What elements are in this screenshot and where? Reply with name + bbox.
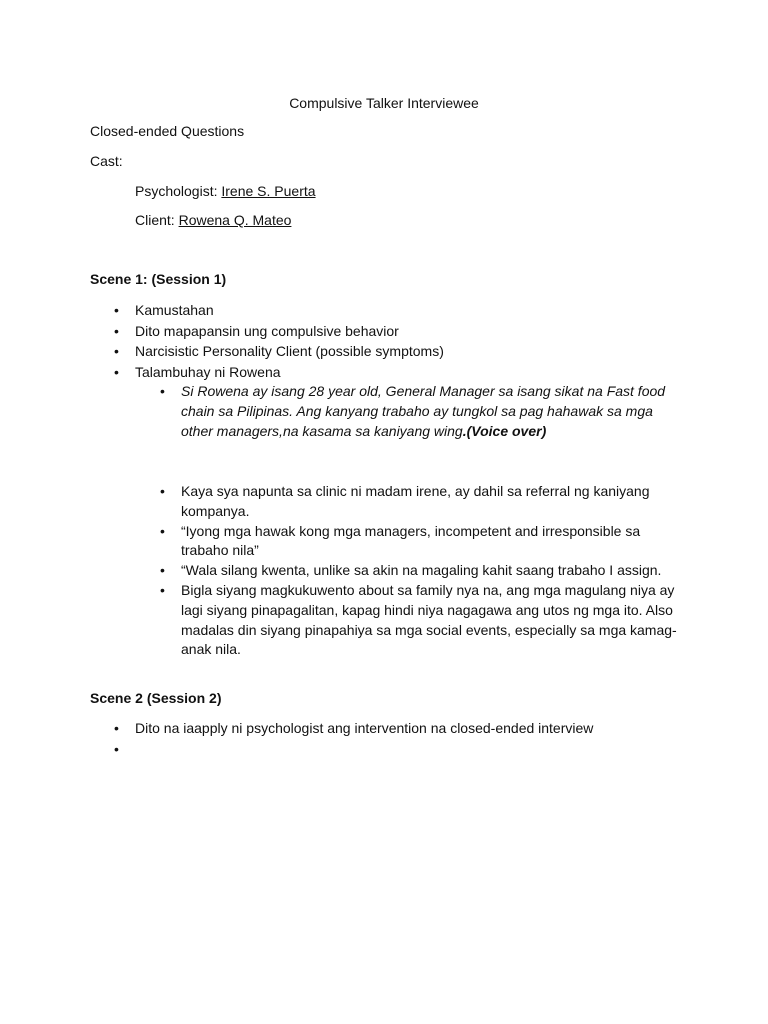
- scene1-sub-bullet-list: [136, 482, 681, 660]
- voice-over-list: [136, 382, 681, 441]
- list-item: • “Wala silang kwenta, unlike sa akin na magaling kahit saang trabaho I assign.: [136, 561, 681, 581]
- client-line: [135, 211, 291, 229]
- list-item: • Narcisistic Personality Client (possible symptoms): [90, 341, 690, 362]
- list-item: • Talambuhay ni Rowena: [90, 362, 690, 383]
- scene1-bullet-list: [90, 300, 690, 382]
- voice-over-tag: .(Voice over): [462, 422, 547, 439]
- list-item: • Kamustahan: [90, 300, 690, 321]
- document-title: Compulsive Talker Interviewee: [289, 95, 479, 111]
- document-subtitle: Closed-ended Questions: [90, 123, 245, 139]
- scene1-heading: Scene 1: (Session 1): [90, 271, 227, 287]
- list-item: • Dito na iaapply ni psychologist ang intervention na closed-ended interview: [90, 718, 690, 739]
- scene2-heading: Scene 2 (Session 2): [90, 690, 222, 706]
- list-item: [90, 739, 690, 760]
- voice-over-text: Si Rowena ay isang 28 year old, General Manager sa isang sikat na Fast food chain sa Pilipinas. Ang kanyang trabaho ay tungkol sa pag hahawak sa mga other managers,na kasama sa kaniyang wing: [181, 383, 666, 439]
- list-item: • Bigla siyang magkukuwento about sa family nya na, ang mga magulang niya ay lagi siyang pinapagalitan, kapag hindi niya nagagawa ang utos ng mga ito. Also madalas din siyang pinapahiya sa mga social events, especially sa mga kamag-anak nila.: [136, 581, 681, 660]
- list-item: • “Iyong mga hawak kong mga managers, incompetent and irresponsible sa trabaho nila”: [136, 522, 681, 562]
- scene2-bullet-list: [90, 718, 690, 759]
- voice-over-item: [136, 382, 681, 441]
- client-name: Rowena Q. Mateo: [178, 212, 292, 228]
- client-label: Client:: [135, 212, 179, 228]
- cast-label: Cast:: [90, 153, 123, 169]
- psychologist-label: Psychologist:: [135, 183, 222, 199]
- list-item: • Kaya sya napunta sa clinic ni madam irene, ay dahil sa referral ng kaniyang kompanya.: [136, 482, 681, 522]
- psychologist-name: Irene S. Puerta: [221, 183, 316, 199]
- psychologist-line: [135, 182, 316, 200]
- list-item: • Dito mapapansin ung compulsive behavior: [90, 321, 690, 342]
